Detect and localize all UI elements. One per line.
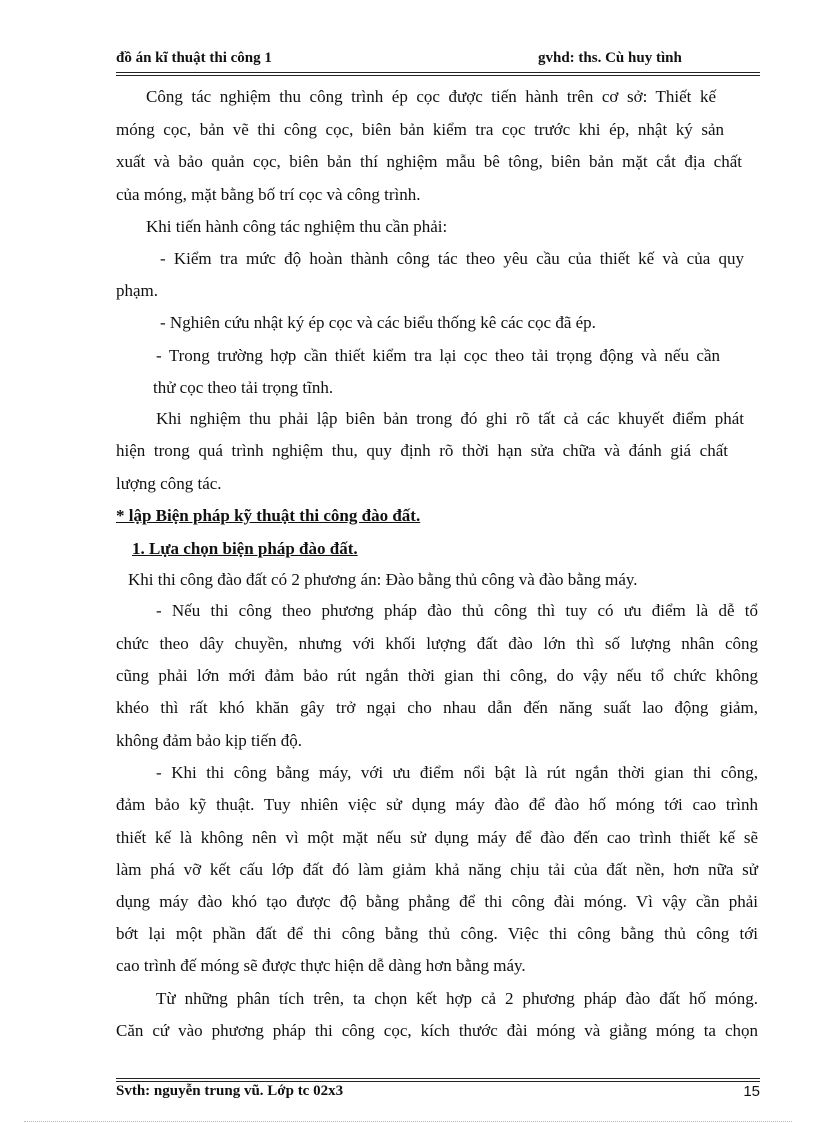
list-item: - Trong trường hợp cần thiết kiểm tra lại cọc theo tải trọng động và nếu cần xyxy=(156,346,720,365)
paragraph-line: hiện trong quá trình nghiệm thu, quy định rõ thời hạn sửa chữa và đánh giá chất xyxy=(116,441,728,460)
page-header xyxy=(116,50,760,70)
paragraph-line: đảm bảo kỹ thuật. Tuy nhiên việc sử dụng máy đào để đào hố móng tới cao trình xyxy=(116,795,758,814)
footer-divider xyxy=(116,1078,760,1082)
list-item: - Khi thi công bằng máy, với ưu điểm nổi bật là rút ngắn thời gian thi công, xyxy=(156,763,758,782)
paragraph-line: cao trình đế móng sẽ được thực hiện dễ dàng hơn bằng máy. xyxy=(116,956,526,975)
page-number: 15 xyxy=(743,1083,760,1100)
paragraph-line: bớt lại một phần đất để thi công bằng thủ công. Việc thi công bằng thủ công tới xyxy=(116,924,758,943)
page-edge xyxy=(24,1121,792,1122)
paragraph-line: cũng phải lớn mới đảm bảo rút ngắn thời gian thi công, do vậy nếu tổ chức không xyxy=(116,666,758,685)
page-footer xyxy=(116,1083,760,1103)
paragraph-line: thử cọc theo tải trọng tĩnh. xyxy=(153,378,334,397)
paragraph-line: Căn cứ vào phương pháp thi công cọc, kích thước đài móng và giằng móng ta chọn xyxy=(116,1021,758,1040)
paragraph-line: Khi tiến hành công tác nghiệm thu cần phải: xyxy=(146,217,448,236)
paragraph-line: chức theo dây chuyền, nhưng với khối lượng đất đào lớn thì số lượng nhân công xyxy=(116,634,758,653)
paragraph-line: thiết kế là không nên vì một mặt nếu sử dụng máy để đào đến cao trình thiết kế sẽ xyxy=(116,828,758,847)
subsection-heading: 1. Lựa chọn biện pháp đào đất. xyxy=(132,539,358,558)
paragraph-line: phạm. xyxy=(116,281,159,300)
paragraph-line: Khi thi công đào đất có 2 phương án: Đào bằng thủ công và đào bằng máy. xyxy=(128,570,638,589)
paragraph-line: Từ những phân tích trên, ta chọn kết hợp cả 2 phương pháp đào đất hố móng. xyxy=(156,989,758,1008)
paragraph-line: xuất và bảo quản cọc, biên bản thí nghiệm mẫu bê tông, biên bản mặt cắt địa chất xyxy=(116,152,742,171)
header-course-title: đồ án kĩ thuật thi công 1 xyxy=(116,50,272,66)
paragraph-line: lượng công tác. xyxy=(116,474,222,493)
paragraph-line: không đảm bảo kịp tiến độ. xyxy=(116,731,303,750)
paragraph-line: Khi nghiệm thu phải lập biên bản trong đó ghi rõ tất cả các khuyết điểm phát xyxy=(156,409,744,428)
list-item: - Nghiên cứu nhật ký ép cọc và các biểu thống kê các cọc đã ép. xyxy=(160,313,596,332)
paragraph-line: của móng, mặt bằng bố trí cọc và công trình. xyxy=(116,185,421,204)
list-item: - Nếu thi công theo phương pháp đào thủ công thì tuy có ưu điểm là dễ tổ xyxy=(156,601,758,620)
paragraph-line: dụng máy đào khó tạo được độ bằng phẳng để thi công đài móng. Vì vậy cần phải xyxy=(116,892,758,911)
header-supervisor: gvhd: ths. Cù huy tình xyxy=(538,50,682,66)
section-heading: * lập Biện pháp kỹ thuật thi công đào đất. xyxy=(116,506,421,525)
paragraph-line: làm phá vỡ kết cấu lớp đất đó làm giảm khả năng chịu tải của đất nền, hơn nữa sử xyxy=(116,860,758,879)
paragraph-line: Công tác nghiệm thu công trình ép cọc được tiến hành trên cơ sở: Thiết kế xyxy=(146,87,716,106)
paragraph-line: móng cọc, bản vẽ thi công cọc, biên bản kiểm tra cọc trước khi ép, nhật ký sản xyxy=(116,120,724,139)
header-divider xyxy=(116,72,760,76)
footer-student-info: Svth: nguyễn trung vũ. Lớp tc 02x3 xyxy=(116,1083,344,1099)
list-item: - Kiểm tra mức độ hoàn thành công tác theo yêu cầu của thiết kế và của quy xyxy=(160,249,744,268)
paragraph-line: khéo thì rất khó khăn gây trở ngại cho nhau dẫn đến năng suất lao động giảm, xyxy=(116,698,758,717)
